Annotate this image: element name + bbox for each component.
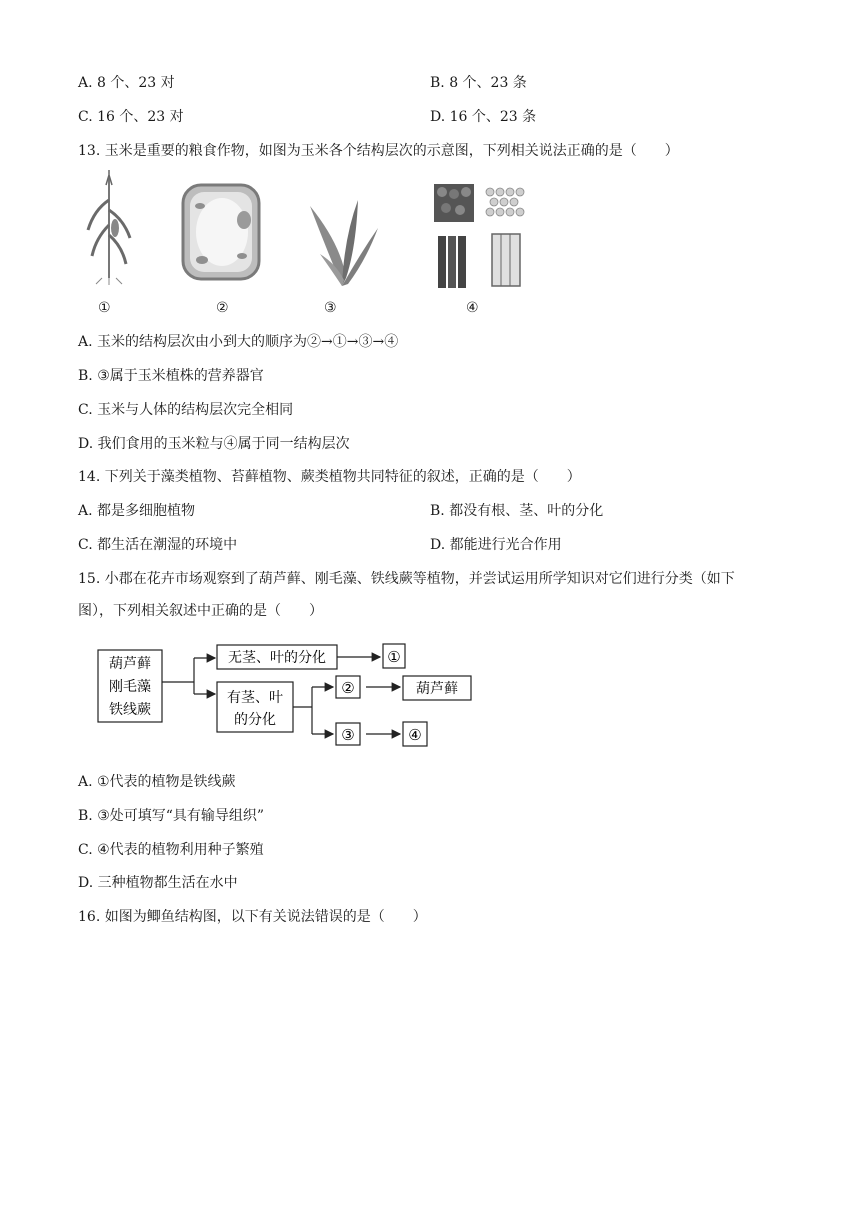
plant-name-3: 铁线蕨 — [109, 702, 151, 718]
q14-option-b: B. 都没有根、茎、叶的分化 — [430, 503, 604, 519]
q15-stem-line2: 图），下列相关叙述中正确的是（ ） — [78, 603, 323, 619]
label-3: ③ — [341, 726, 355, 744]
q14-stem: 14. 下列关于藻类植物、苔藓植物、蕨类植物共同特征的叙述，正确的是（ ） — [78, 469, 581, 485]
figure-label-1: ① — [98, 300, 111, 316]
has-stem-label-2: 的分化 — [234, 712, 276, 728]
q12-option-d: D. 16 个、23 条 — [430, 109, 537, 125]
plant-name-1: 葫芦藓 — [109, 656, 151, 672]
figure-label-3: ③ — [324, 300, 337, 316]
classification-diagram — [90, 638, 490, 756]
q15-option-c: C. ④代表的植物利用种子繁殖 — [78, 842, 264, 858]
leaf-image — [306, 198, 380, 288]
figure-label-2: ② — [216, 300, 229, 316]
q14-option-a: A. 都是多细胞植物 — [78, 503, 196, 519]
q15-stem-line1: 15. 小郡在花卉市场观察到了葫芦藓、刚毛藻、铁线蕨等植物，并尝试运用所学知识对它们进行分类（如下 — [78, 571, 735, 587]
q12-option-c: C. 16 个、23 对 — [78, 109, 184, 125]
q16-stem: 16. 如图为鲫鱼结构图，以下有关说法错误的是（ ） — [78, 909, 427, 925]
q13-option-c: C. 玉米与人体的结构层次完全相同 — [78, 402, 294, 418]
result-label: 葫芦藓 — [416, 681, 458, 697]
q15-option-a: A. ①代表的植物是铁线蕨 — [78, 774, 236, 790]
q12-option-a: A. 8 个、23 对 — [78, 75, 175, 91]
no-stem-label: 无茎、叶的分化 — [228, 650, 326, 666]
tissue-image — [432, 182, 528, 290]
q13-stem: 13. 玉米是重要的粮食作物，如图为玉米各个结构层次的示意图，下列相关说法正确的是（ ） — [78, 143, 679, 159]
figure-label-4: ④ — [466, 300, 479, 316]
label-2: ② — [341, 679, 355, 697]
label-4: ④ — [408, 726, 422, 744]
q12-option-b: B. 8 个、23 条 — [430, 75, 527, 91]
has-stem-label-1: 有茎、叶 — [227, 690, 283, 706]
q15-option-b: B. ③处可填写“具有输导组织” — [78, 808, 265, 824]
q14-option-d: D. 都能进行光合作用 — [430, 537, 562, 553]
plant-name-2: 刚毛藻 — [109, 679, 151, 695]
corn-plant-image — [86, 170, 132, 286]
label-1: ① — [387, 648, 401, 666]
q13-figure — [80, 170, 560, 320]
q14-option-c: C. 都生活在潮湿的环境中 — [78, 537, 238, 553]
q13-option-d: D. 我们食用的玉米粒与④属于同一结构层次 — [78, 436, 350, 452]
plant-cell-image — [180, 182, 262, 282]
q13-option-b: B. ③属于玉米植株的营养器官 — [78, 368, 264, 384]
q15-option-d: D. 三种植物都生活在水中 — [78, 875, 238, 891]
q13-option-a: A. 玉米的结构层次由小到大的顺序为②→①→③→④ — [78, 334, 399, 350]
